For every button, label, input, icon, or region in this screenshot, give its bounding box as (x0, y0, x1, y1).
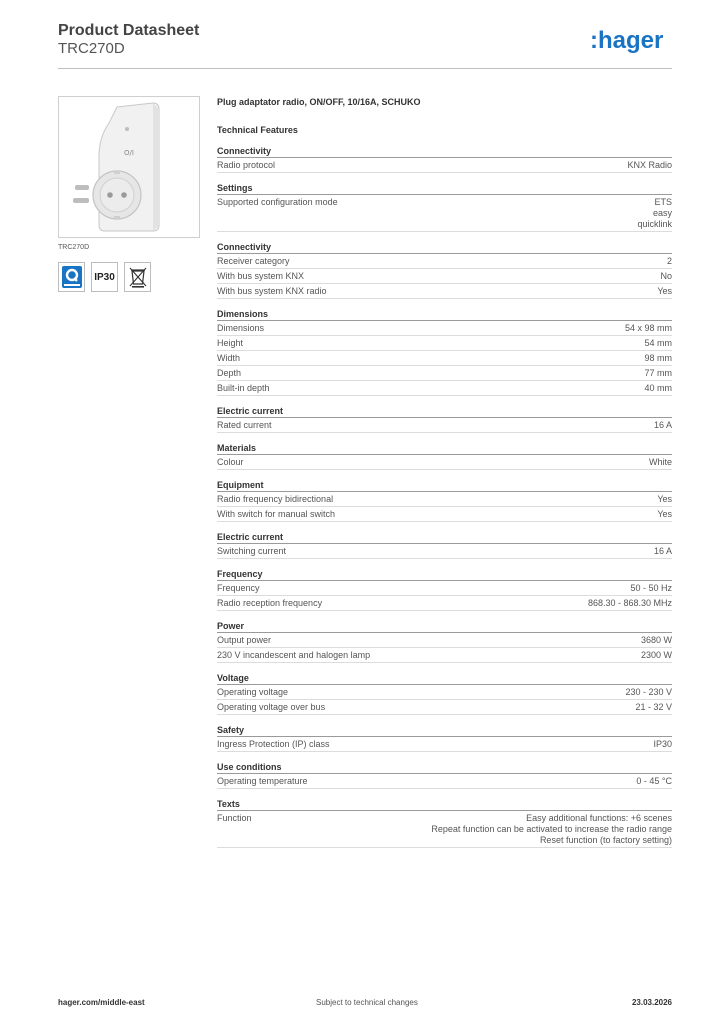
spec-value-line: 0 - 45 °C (636, 776, 672, 786)
spec-row (217, 492, 672, 507)
spec-label: Dimensions (217, 323, 265, 333)
spec-section (217, 404, 672, 433)
spec-value (653, 739, 672, 750)
spec-value-line: Easy additional functions: +6 scenes (526, 813, 672, 823)
spec-row (217, 158, 672, 173)
spec-value-line: Repeat function can be activated to increase the radio range (431, 824, 672, 834)
spec-value-line: 2 (666, 256, 672, 266)
spec-value-line: 21 - 32 V (635, 702, 672, 712)
spec-value-line: 16 A (653, 420, 672, 430)
spec-row (217, 351, 672, 366)
spec-row (217, 336, 672, 351)
section-title: Materials (217, 441, 672, 455)
spec-row (217, 596, 672, 611)
spec-value-line: White (648, 457, 672, 467)
spec-value-line: 54 mm (644, 338, 672, 348)
spec-value (588, 598, 672, 609)
spec-value (657, 494, 672, 505)
spec-value (654, 420, 672, 431)
spec-label: Radio frequency bidirectional (217, 494, 334, 504)
technical-content (217, 96, 672, 856)
spec-value-line: 230 - 230 V (625, 687, 672, 697)
spec-value-line: 2300 W (640, 650, 672, 660)
spec-row (217, 381, 672, 396)
spec-row (217, 544, 672, 559)
spec-label: Function (217, 813, 252, 823)
certifications-row (58, 262, 151, 292)
spec-value (644, 383, 672, 394)
svg-text:O/I: O/I (124, 149, 134, 157)
spec-value (431, 813, 672, 846)
spec-section (217, 181, 672, 232)
spec-value-line: Yes (657, 509, 672, 519)
spec-row (217, 321, 672, 336)
spec-row (217, 366, 672, 381)
weee-bin-icon (124, 262, 151, 292)
spec-value (654, 546, 672, 557)
spec-row (217, 700, 672, 715)
spec-value (649, 457, 672, 468)
footer-note: Subject to technical changes (316, 998, 418, 1007)
spec-row (217, 269, 672, 284)
ip30-badge (91, 262, 118, 292)
product-image-caption: TRC270D (58, 244, 90, 251)
spec-value (644, 353, 672, 364)
spec-section (217, 619, 672, 663)
section-title: Electric current (217, 530, 672, 544)
spec-row (217, 633, 672, 648)
spec-row (217, 811, 672, 848)
spec-label: Supported configuration mode (217, 197, 338, 207)
spec-value-line: 868.30 - 868.30 MHz (587, 598, 672, 608)
section-title: Electric current (217, 404, 672, 418)
spec-label: Operating temperature (217, 776, 308, 786)
spec-value-line: 98 mm (644, 353, 672, 363)
spec-value-line: No (660, 271, 672, 281)
product-model: TRC270D (58, 40, 125, 57)
spec-section (217, 760, 672, 789)
spec-section (217, 797, 672, 848)
spec-row (217, 774, 672, 789)
spec-value-line: quicklink (637, 219, 672, 229)
spec-section (217, 144, 672, 173)
spec-value-line: 50 - 50 Hz (630, 583, 672, 593)
spec-section (217, 723, 672, 752)
spec-row (217, 254, 672, 269)
spec-value-line: Reset function (to factory setting) (539, 835, 672, 845)
spec-label: Frequency (217, 583, 260, 593)
spec-label: Radio reception frequency (217, 598, 323, 608)
spec-label: Depth (217, 368, 242, 378)
spec-row (217, 507, 672, 522)
spec-label: Operating voltage (217, 687, 289, 697)
product-description: Plug adaptator radio, ON/OFF, 10/16A, SCHUKO (217, 97, 421, 107)
header-divider (58, 68, 672, 69)
technical-features-heading: Technical Features (217, 125, 298, 135)
spec-value (644, 368, 672, 379)
spec-row (217, 581, 672, 596)
spec-label: Rated current (217, 420, 272, 430)
section-title: Use conditions (217, 760, 672, 774)
spec-label: Width (217, 353, 241, 363)
spec-value-line: 77 mm (644, 368, 672, 378)
spec-row (217, 737, 672, 752)
spec-value (644, 338, 672, 349)
section-title: Connectivity (217, 240, 672, 254)
spec-label: 230 V incandescent and halogen lamp (217, 650, 371, 660)
spec-label: Height (217, 338, 244, 348)
spec-section (217, 307, 672, 396)
product-image (58, 96, 200, 238)
spec-value-line: 40 mm (644, 383, 672, 393)
hager-logo (590, 26, 672, 56)
spec-label: With bus system KNX (217, 271, 305, 281)
spec-value (657, 509, 672, 520)
spec-value-line: easy (652, 208, 672, 218)
section-title: Settings (217, 181, 672, 195)
svg-text::hager: :hager (590, 27, 664, 54)
section-title: Connectivity (217, 144, 672, 158)
spec-label: Radio protocol (217, 160, 276, 170)
spec-section (217, 478, 672, 522)
section-title: Texts (217, 797, 672, 811)
spec-value (641, 650, 672, 661)
spec-row (217, 418, 672, 433)
spec-row (217, 284, 672, 299)
spec-value-line: 54 x 98 mm (624, 323, 672, 333)
spec-value (627, 160, 672, 171)
spec-label: Switching current (217, 546, 287, 556)
section-title: Power (217, 619, 672, 633)
spec-label: Receiver category (217, 256, 290, 266)
quality-mark-icon (58, 262, 85, 292)
document-header (58, 22, 199, 58)
spec-value (625, 323, 672, 334)
spec-value-line: 3680 W (640, 635, 672, 645)
spec-section (217, 567, 672, 611)
spec-value (630, 583, 672, 594)
page-title: Product Datasheet (58, 22, 200, 39)
section-title: Dimensions (217, 307, 672, 321)
spec-label: With switch for manual switch (217, 509, 336, 519)
spec-section (217, 530, 672, 559)
spec-value (657, 286, 672, 297)
spec-label: Built-in depth (217, 383, 270, 393)
section-title: Equipment (217, 478, 672, 492)
spec-value (635, 702, 672, 713)
spec-value-line: IP30 (653, 739, 672, 749)
spec-label: With bus system KNX radio (217, 286, 327, 296)
spec-section (217, 441, 672, 470)
spec-value (667, 256, 672, 267)
footer-website[interactable]: hager.com/middle-east (58, 998, 145, 1007)
section-title: Voltage (217, 671, 672, 685)
spec-section (217, 240, 672, 299)
spec-value (625, 687, 672, 698)
plug-adapter-illustration (59, 97, 199, 237)
spec-value-line: KNX Radio (627, 160, 672, 170)
section-title: Frequency (217, 567, 672, 581)
spec-value-line: ETS (654, 197, 672, 207)
ip30-label: IP30 (94, 271, 115, 283)
spec-label: Operating voltage over bus (217, 702, 326, 712)
section-title: Safety (217, 723, 672, 737)
spec-value-line: 16 A (653, 546, 672, 556)
spec-value (637, 197, 672, 230)
spec-value (641, 635, 672, 646)
footer-date: 23.03.2026 (631, 998, 672, 1007)
spec-value (660, 271, 672, 282)
spec-row (217, 648, 672, 663)
spec-value (636, 776, 672, 787)
spec-sections (217, 144, 672, 848)
spec-section (217, 671, 672, 715)
spec-value-line: Yes (657, 286, 672, 296)
spec-row (217, 455, 672, 470)
spec-label: Colour (217, 457, 244, 467)
spec-row (217, 195, 672, 232)
spec-label: Ingress Protection (IP) class (217, 739, 330, 749)
spec-value-line: Yes (657, 494, 672, 504)
spec-row (217, 685, 672, 700)
spec-label: Output power (217, 635, 272, 645)
